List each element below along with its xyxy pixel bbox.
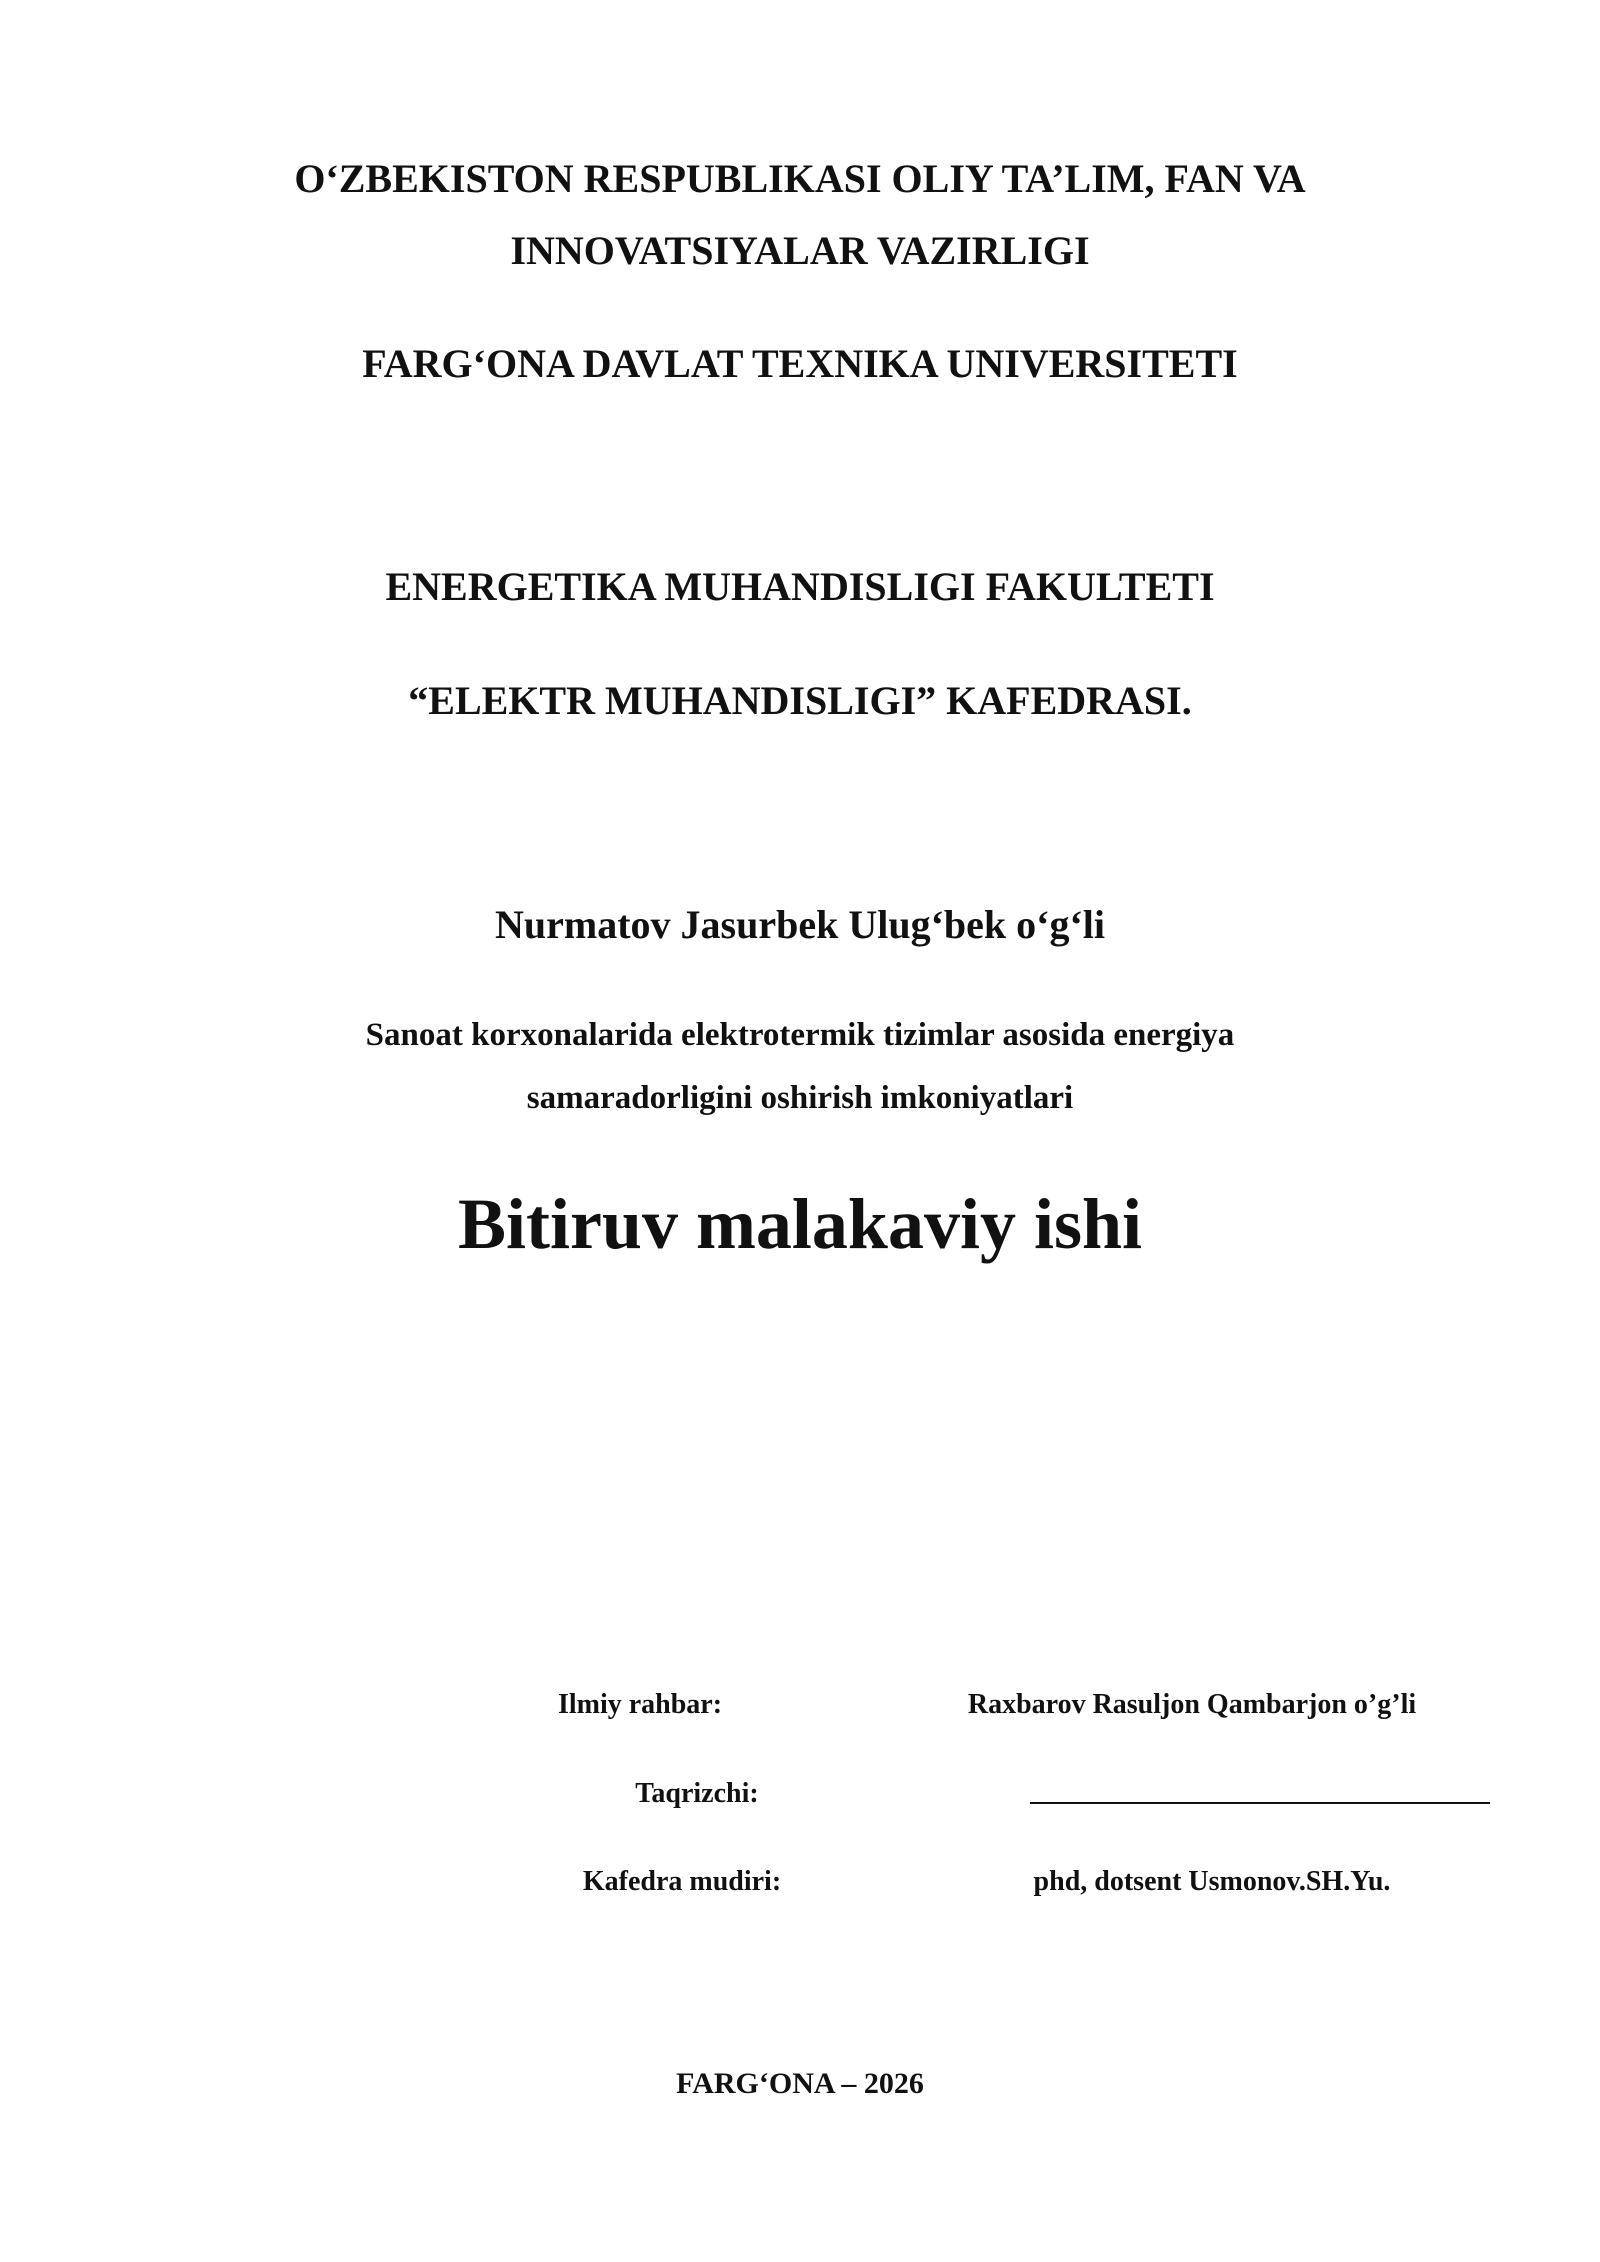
supervisor-name: Raxbarov Rasuljon Qambarjon o’g’li [967, 1689, 1417, 1720]
topic-line-2: samaradorligini oshirish imkoniyatlari [526, 1080, 1074, 1116]
author-name: Nurmatov Jasurbek Ulug‘bek o‘g‘li [494, 902, 1106, 947]
university-name: FARG‘ONA DAVLAT TEXNIKA UNIVERSITETI [362, 341, 1238, 386]
topic-line-1: Sanoat korxonalarida elektrotermik tizimlar asosida energiya [365, 1017, 1235, 1053]
ministry-line-2: INNOVATSIYALAR VAZIRLIGI [510, 228, 1090, 273]
faculty-name: ENERGETIKA MUHANDISLIGI FAKULTETI [385, 564, 1215, 609]
ministry-line-1: O‘ZBEKISTON RESPUBLIKASI OLIY TA’LIM, FAN VA [294, 156, 1306, 201]
supervisor-label: Ilmiy rahbar: [557, 1689, 723, 1720]
reviewer-signature-line [1030, 1802, 1490, 1804]
city-year: FARG‘ONA – 2026 [676, 2067, 924, 2100]
reviewer-label: Taqrizchi: [635, 1778, 759, 1809]
head-label: Kafedra mudiri: [582, 1866, 782, 1897]
department-name: “ELEKTR MUHANDISLIGI” KAFEDRASI. [408, 678, 1192, 723]
work-type-title: Bitiruv malakaviy ishi [457, 1184, 1143, 1264]
head-name: phd, dotsent Usmonov.SH.Yu. [1033, 1866, 1391, 1897]
